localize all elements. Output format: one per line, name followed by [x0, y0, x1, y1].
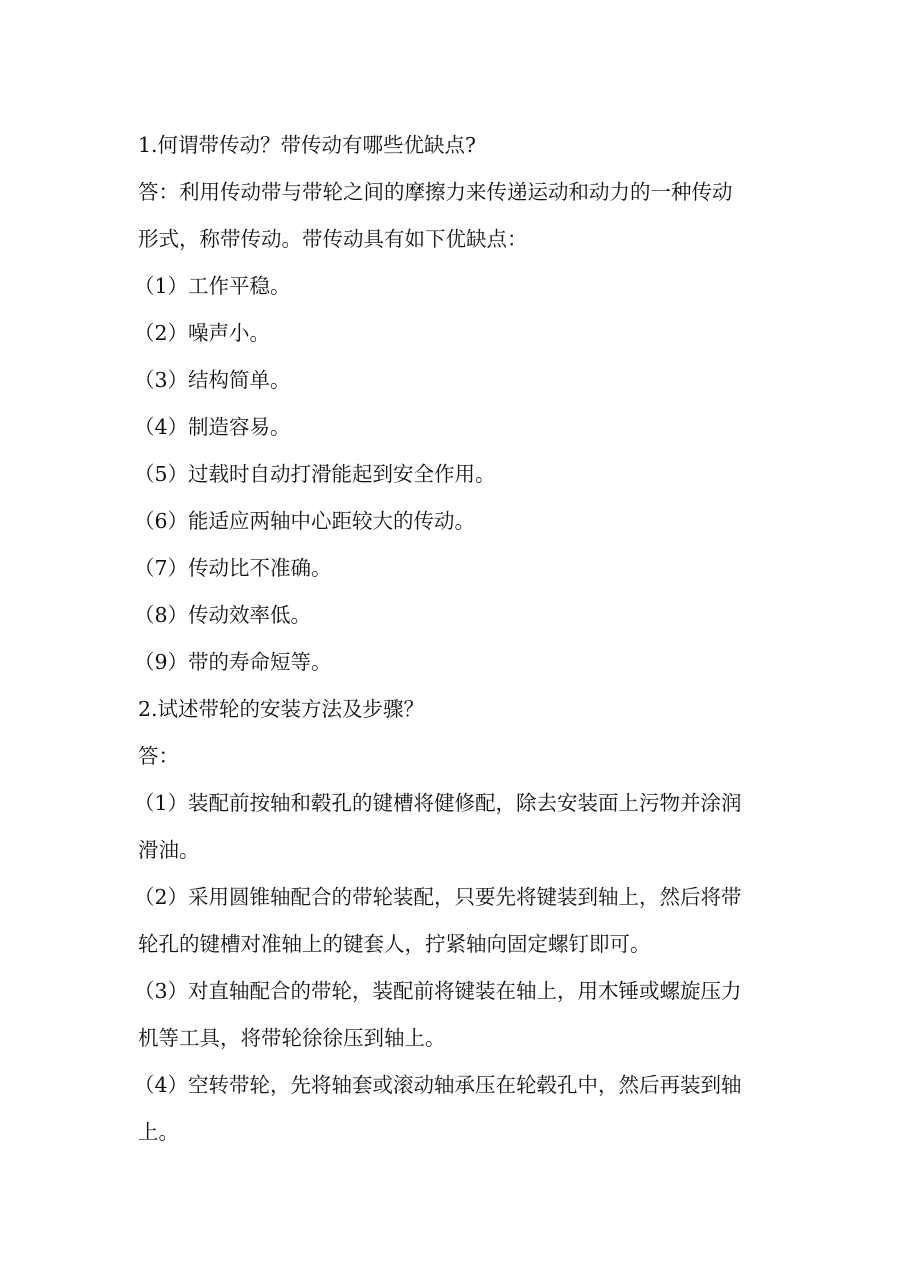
list-item: （6）能适应两轴中心距较大的传动。	[134, 509, 476, 533]
list-item: （2）噪声小。	[134, 321, 271, 345]
answer-1-line-1: 答：利用传动带与带轮之间的摩擦力来传递运动和动力的一种传动	[138, 180, 733, 204]
list-item: （9）带的寿命短等。	[134, 650, 332, 674]
list-item: （3）结构简单。	[134, 368, 291, 392]
list-item: （8）传动效率低。	[134, 603, 312, 627]
step-1-line-1: （1）装配前按轴和毂孔的键槽将健修配，除去安装面上污物并涂润	[134, 791, 742, 815]
list-item: （1）工作平稳。	[134, 274, 291, 298]
step-4-line-2: 上。	[138, 1120, 179, 1144]
step-3-line-2: 机等工具，将带轮徐徐压到轴上。	[138, 1026, 446, 1050]
question-1: 1.何谓带传动？带传动有哪些优缺点?	[138, 133, 477, 157]
answer-2-label: 答：	[138, 744, 179, 768]
answer-1-line-2: 形式，称带传动。带传动具有如下优缺点：	[138, 227, 528, 251]
step-2-line-2: 轮孔的键槽对准轴上的键套人，拧紧轴向固定螺钉即可。	[138, 932, 651, 956]
step-4-line-1: （4）空转带轮，先将轴套或滚动轴承压在轮毂孔中，然后再装到轴	[134, 1073, 742, 1097]
document-body	[134, 122, 778, 1156]
list-item: （7）传动比不准确。	[134, 556, 332, 580]
list-item: （5）过载时自动打滑能起到安全作用。	[134, 462, 496, 486]
list-item: （4）制造容易。	[134, 415, 291, 439]
question-2: 2.试述带轮的安装方法及步骤？	[138, 697, 425, 721]
step-3-line-1: （3）对直轴配合的带轮，装配前将键装在轴上，用木锤或螺旋压力	[134, 979, 742, 1003]
step-1-line-2: 滑油。	[138, 838, 200, 862]
step-2-line-1: （2）采用圆锥轴配合的带轮装配，只要先将键装到轴上，然后将带	[134, 885, 742, 909]
